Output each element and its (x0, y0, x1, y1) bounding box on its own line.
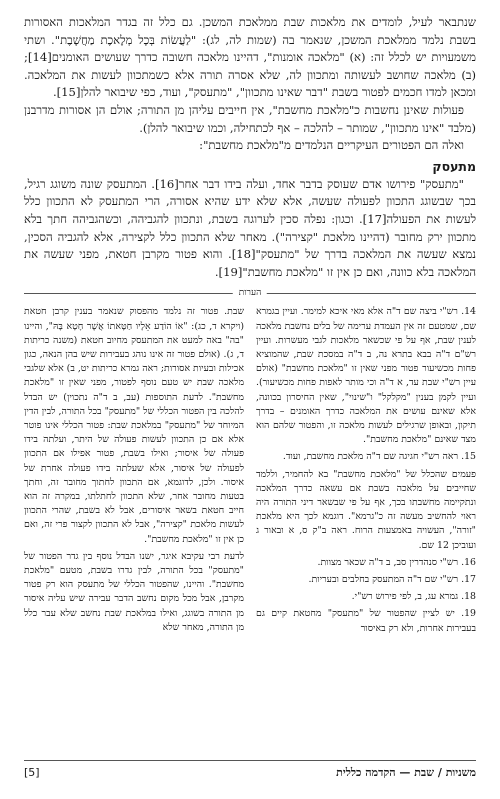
footnote: 16. רש"י סנהדרין סב, ב ד"ה שכאר מצוות. (317, 556, 476, 568)
footnotes (24, 305, 476, 638)
footnote: 18. גמרא עג, ב, לפי פירוש רש"י. (351, 591, 476, 603)
paragraph-intro: שנתבאר לעיל, לומדים את מלאכות שבת ממלאכת המשכן. גם כלל זה בגדר המלאכות האסורות בשבת נלמד ממלאכת המשכן, שנאמר בה (שמות לה, לג): "לַעֲשׂוֹת בְּכָל מְלֶאכֶת מַחֲשָׁבֶת". ושתי משמעויות יש לכלל זה: (א) "מלאכה אומנות", דהיינו מלאכה חשובה כדרך שעושים האומנים[14]; (ב) מלאכה שחושב לעשותה ומתכוון לה, שלא אסרה תורה אלא כשמתכוון לעשות את המלאכה. ומכאן למדו חכמים לפטור בשבת "דבר שאינו מתכוון", "מתעסק", ועוד, כפי שיבואר להלן[15]. (24, 15, 476, 100)
paragraph-mitasek: "מתעסק" פירושו אדם שעוסק בדבר אחד, ועלה בידו דבר אחר[16]. המתעסק שונה משוגג רגיל, בכך שבשוגג התכוון לפעולה שעשה, אלא שלא ידע שהיא אסורה, הרי המתעסק לא התכוון כלל לעשות את הפעולה[17]. וכגון: נפלה סכין לערוגה בשבת, ונתכוון להגביהה, וכשהגביהה חתך בלא מתכוון ירק מחובר (דהיינו מלאכת "קצירה"). מאחר שלא התכוון כלל לקצירה, אלא להגביה הסכין, נמצא שעשה את המלאכה בדרך של "מתעסק"[18]. והוא פטור מקרבן חטאת, מפני שעשה את המלאכה בלא כוונה, ואם כן אין זו "מלאכת מחשבת"[19]. (24, 176, 476, 279)
footnote: 17. רש"י שם ד"ה המתעסק בחלבים ובעריות. (308, 573, 476, 585)
footnote-continuation: לדעת רבי עקיבא איגר, ישנו הבדל נוסף בין גדר הפטור של "מתעסק" בכל התורה, לבין גדרו בשבת, מטעם "מלאכת מחשבת". והיינו, שהפטור הכללי של מתעסק הוא רק פטור מקרבן, אבל מכל מקום נחשב הדבר עבירה שיש עליה איסור מן התורה בשוגג, ואילו במלאכת שבת נחשב שלא עבר כלל מן התורה, מאחר שלא (24, 550, 244, 633)
main-text (24, 14, 476, 281)
footnotes-right-column (256, 305, 476, 638)
footnotes-left-column (24, 305, 244, 638)
paragraph-rabbinic: פעולות שאינן נחשבות כ"מלאכת מחשבת", אין חייבים עליהן מן התורה; אולם הן אסורות מדרבנן (מלבד "אינו מתכוון", שמותר – להלכה – אף לכתחילה, וכמו שיבואר להלן). (24, 102, 476, 135)
page-footer (24, 766, 476, 779)
page-number: [5] (24, 766, 40, 779)
footer-rule (24, 760, 476, 761)
running-title: משניות / שבת — הקדמה כללית (336, 766, 476, 779)
footnote: 19. יש לציין שהפטור של "מתעסק" מחטאת קיים גם בעבירות אחרות, ולא רק באיסור (256, 608, 476, 634)
notes-label: הערות (233, 287, 267, 299)
notes-divider (24, 287, 476, 299)
footnote: 15. ראה רש"י חגיגה שם ד"ה מלאכת מחשבת, ועוד. (282, 451, 476, 463)
footnote-continuation: שבת. פטור זה נלמד מהפסוק שנאמר בענין קרבן חטאת (ויקרא ד, כג): "אוֹ הוֹדַע אֵלָיו חַטָּאתוֹ אֲשֶׁר חָטָא בָּהּ", והיינו "בה" באה למעט את המתעסק מחיוב חטאת (משנה כריתות ד, ג). (אולם פטור זה אינו נוהג בעבירות שיש בהן הנאה, כגון אכילות ובעיות אסורות; ראה גמרא כריתות יט, ב) אלא שלגבי מלאכה שבת יש טעם נוסף לפטור, מפני שאין זו "מלאכת מחשבת". לדעת התוספות (עב, ב ד"ה נתכוין) יש הבדל להלכה בין הפטור הכללי של "מתעסק" בכל התורה, לבין הדין המיוחד של "מתעסק" במלאכת שבת: פטור הכללי אינו פוטר אלא אם כן התכוון לעשות פעולה של היתר, ועלתה בידו פעולה של איסור; ואילו בשבת, פטור אפילו אם התכוון לפעולה של איסור, אלא שעלתה בידו פעולה אחרת של איסור. ולכן, לדוגמא, אם התכוון לחתוך מחובר זה, וחתך בטעות מחובר אחר, שלא התכוון לחתלתו, במקרה זה הוא חייב חטאת בשאר איסורים, אבל לא בשבת, שהרי התכוון לעשות מלאכת "קצירה", אבל לא התכוון לקצור פרי זה, ואם כן אין זו "מלאכת מחשבת". (23, 306, 244, 545)
section-heading: מתעסק (432, 158, 476, 174)
footnote: פעמים שהכלל של "מלאכת מחשבת" בא להחמיר, וללמד שחייבים על מלאכה בשבת אם עשאה כדרך המלאכה ונתקיימה מחשבתו בכך, אף על פי שבשאר דיני התורה היה ראוי להחשיב מעשה זה כ"גרמא". דוגמא לכך היא מלאכת "זורה", העשויה באמצעות הרוח. ראה ב"ק ס, א ובאור ג ועוביכן 12 שם. (256, 468, 476, 551)
footnote: 14. רש"י ביצה שם ד"ה אלא מאי איכא למימר. ועיין בגמרא שם, שמטעם זה אין העמדת ערימה של בלים נחשבת מלאכה לענין שבת, אף על פי שכשאר מלאכות לגבי מעשרות. ועיין רש"ם ד"ה בבא בתרא נה, ב ד"ה במסכת שבת, שהמוציא פחות מכשיעור פטור מפני שאין זו "מלאכת מחשבת" (אולם עיין רש"י שבת עד, א ד"ה וכי מותר לאפות פחות מכשיעור). ועיין לקמן בענין "מקלקל" ו"שינוי", שאין החיסרון בכוונה, אלא שאינם עושים את המלאכה כדרך האומנים – בדרך תיקון, ובאופן שרגילים לעשות מלאכה זו, והפטור שלהם הוא מצד שאינם "מלאכת מחשבת". (256, 306, 476, 446)
paragraph-list-intro: ואלה הם הפטורים העיקריים הנלמדים מ"מלאכת מחשבת": (199, 138, 464, 153)
